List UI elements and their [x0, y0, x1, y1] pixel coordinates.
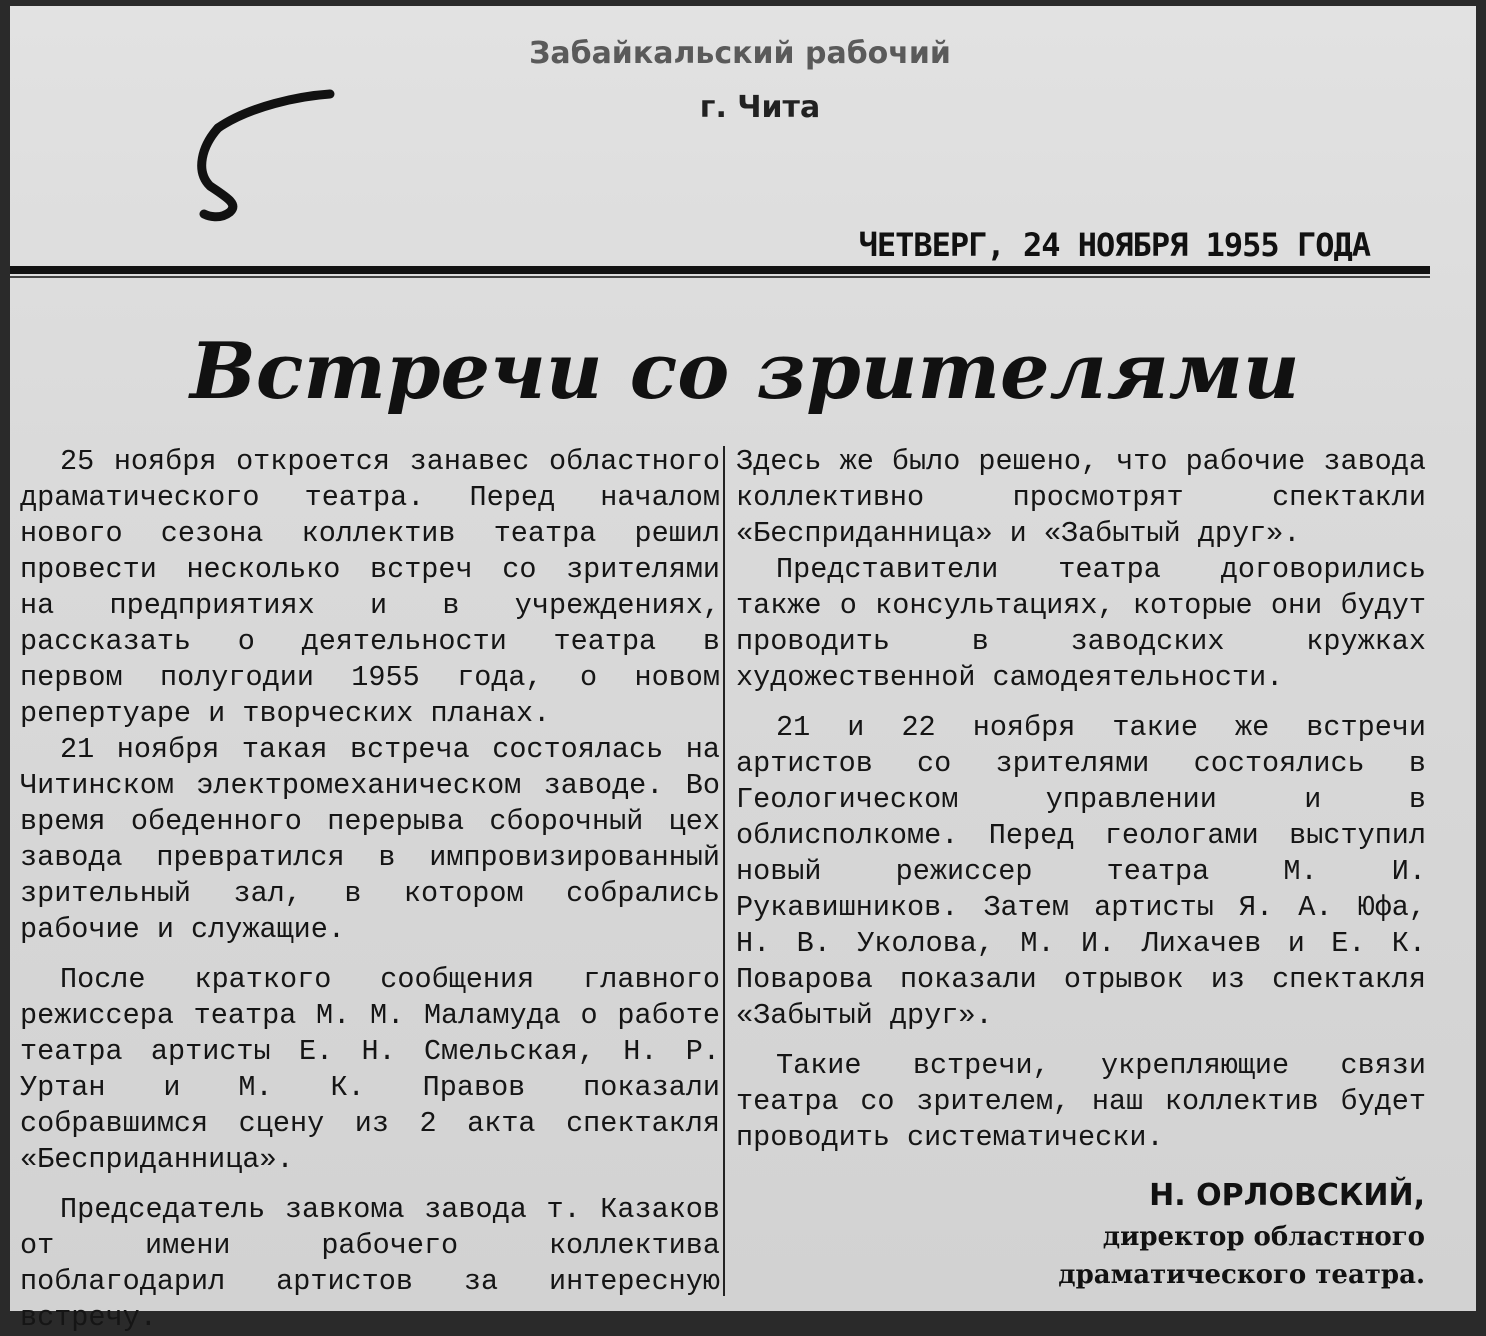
- newspaper-name-stamp: Забайкальский рабочий: [529, 36, 951, 71]
- paragraph: 21 ноября такая встреча состоялась на Читинском электромеханическом заводе. Во время обеденного перерыва сборочный цех завода превратился в импровизированный зрительный зал, в котором собрались рабочие и служащие.: [20, 733, 720, 946]
- paragraph: 25 ноября откроется занавес областного драматического театра. Перед началом нового сезона коллектив театра решил провести несколько встреч со зрителями на предприятиях и в учреждениях, рассказать о деятельности театра в первом полугодии 1955 года, о новом репертуаре и творческих планах.: [20, 445, 720, 730]
- issue-date: ЧЕТВЕРГ, 24 НОЯБРЯ 1955 ГОДА: [858, 226, 1370, 264]
- city-stamp: г. Чита: [699, 90, 821, 125]
- paragraph: Здесь же было решено, что рабочие завода коллективно просмотрят спектакли «Бесприданница» и «Забытый друг».: [736, 445, 1426, 550]
- newspaper-clipping: [10, 6, 1476, 1334]
- paragraph: Председатель завкома завода т. Казаков от имени рабочего коллектива поблагодарил артистов за интересную встречу.: [20, 1193, 720, 1334]
- column-divider: [723, 446, 725, 1296]
- paragraph: Такие встречи, укрепляющие связи театра со зрителем, наш коллектив будет проводить систематически.: [736, 1049, 1426, 1154]
- author-name: Н. ОРЛОВСКИЙ,: [1149, 1178, 1425, 1213]
- paragraph: Представители театра договорились также о консультациях, которые они будут проводить в заводских кружках художественной самодеятельности.: [736, 553, 1426, 694]
- article-title: Встречи со зрителями: [190, 326, 1300, 417]
- author-position: директор областного драматического театра.: [1058, 1222, 1425, 1290]
- left-column: [20, 444, 720, 1336]
- header-rule-thin: [10, 276, 1430, 278]
- paragraph: 21 и 22 ноября такие же встречи артистов со зрителями состоялись в Геологическом управлении и в облисполкоме. Перед геологами выступил новый режиссер театра М. И. Рукавишников. Затем артисты Я. А. Юфа, Н. В. Уколова, М. И. Лихачев и Е. К. Поварова показали отрывок из спектакля «Забытый друг».: [736, 711, 1426, 1032]
- paragraph: После краткого сообщения главного режиссера театра М. М. Маламуда о работе театра артисты Е. Н. Смельская, Н. Р. Уртан и М. К. Правов показали собравшимся сцену из 2 акта спектакля «Бесприданница».: [20, 963, 720, 1176]
- right-column: [736, 444, 1426, 1156]
- handwritten-page-mark: [190, 86, 350, 236]
- header-rule: [10, 266, 1430, 274]
